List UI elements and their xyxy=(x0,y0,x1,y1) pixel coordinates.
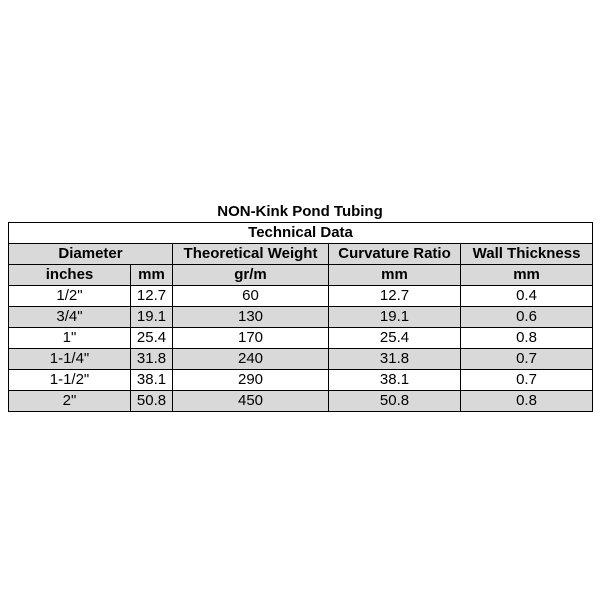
table-row xyxy=(9,307,593,328)
cell-mm: 19.1 xyxy=(131,307,173,328)
cell-curvature: 25.4 xyxy=(329,328,461,349)
page-title: NON-Kink Pond Tubing xyxy=(217,203,383,220)
table-row xyxy=(9,286,593,307)
cell-mm: 12.7 xyxy=(131,286,173,307)
cell-curvature: 38.1 xyxy=(329,370,461,391)
cell-wall: 0.6 xyxy=(461,307,593,328)
cell-mm: 38.1 xyxy=(131,370,173,391)
cell-weight: 240 xyxy=(173,349,329,370)
cell-weight: 170 xyxy=(173,328,329,349)
cell-weight: 130 xyxy=(173,307,329,328)
unit-inches: inches xyxy=(9,265,131,286)
unit-weight: gr/m xyxy=(173,265,329,286)
unit-curvature: mm xyxy=(329,265,461,286)
technical-data-table xyxy=(8,222,593,412)
cell-curvature: 19.1 xyxy=(329,307,461,328)
header-diameter: Diameter xyxy=(9,244,173,265)
cell-weight: 290 xyxy=(173,370,329,391)
table-row xyxy=(9,328,593,349)
cell-curvature: 12.7 xyxy=(329,286,461,307)
cell-mm: 50.8 xyxy=(131,391,173,412)
header-curvature-ratio: Curvature Ratio xyxy=(329,244,461,265)
header-theoretical-weight: Theoretical Weight xyxy=(173,244,329,265)
table-row xyxy=(9,391,593,412)
cell-weight: 450 xyxy=(173,391,329,412)
unit-wall: mm xyxy=(461,265,593,286)
subtitle: Technical Data xyxy=(9,223,593,244)
cell-inches: 1" xyxy=(9,328,131,349)
cell-mm: 25.4 xyxy=(131,328,173,349)
cell-inches: 3/4" xyxy=(9,307,131,328)
cell-wall: 0.7 xyxy=(461,349,593,370)
cell-wall: 0.8 xyxy=(461,391,593,412)
cell-mm: 31.8 xyxy=(131,349,173,370)
table-row xyxy=(9,349,593,370)
cell-inches: 1-1/4" xyxy=(9,349,131,370)
cell-wall: 0.7 xyxy=(461,370,593,391)
unit-mm: mm xyxy=(131,265,173,286)
cell-curvature: 31.8 xyxy=(329,349,461,370)
cell-curvature: 50.8 xyxy=(329,391,461,412)
cell-inches: 1/2" xyxy=(9,286,131,307)
cell-weight: 60 xyxy=(173,286,329,307)
cell-inches: 2" xyxy=(9,391,131,412)
header-wall-thickness: Wall Thickness xyxy=(461,244,593,265)
cell-inches: 1-1/2" xyxy=(9,370,131,391)
cell-wall: 0.4 xyxy=(461,286,593,307)
table-row xyxy=(9,370,593,391)
cell-wall: 0.8 xyxy=(461,328,593,349)
